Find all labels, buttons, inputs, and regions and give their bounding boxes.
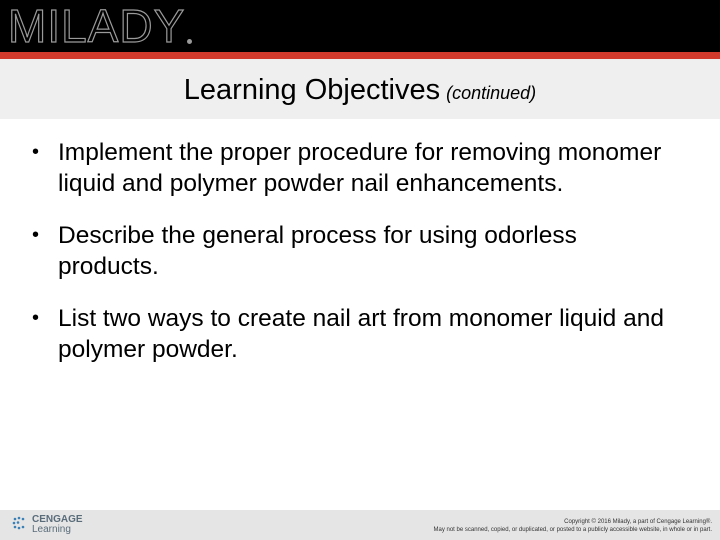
bullet-icon: •	[32, 224, 40, 246]
accent-divider	[0, 52, 720, 59]
slide-title	[0, 74, 720, 107]
list-item	[32, 137, 672, 199]
list-item-text: List two ways to create nail art from monomer liquid and polymer powder.	[58, 305, 664, 363]
cengage-line1: CENGAGE	[32, 514, 83, 525]
copyright-notice	[434, 518, 713, 534]
cengage-mark-icon	[12, 515, 28, 531]
copyright-line2: May not be scanned, copied, or duplicated, or posted to a publicly accessible website, in whole or in part.	[433, 527, 712, 533]
milady-logo: MILADY	[8, 0, 186, 52]
objectives-list	[32, 137, 672, 386]
list-item-text: Implement the proper procedure for removing monomer liquid and polymer powder nail enhancements.	[58, 139, 662, 197]
copyright-line1: Copyright © 2016 Milady, a part of Cengage Learning®.	[564, 519, 712, 525]
bullet-icon: •	[32, 307, 40, 329]
list-item	[32, 303, 672, 365]
cengage-wordmark	[32, 515, 83, 535]
bullet-icon: •	[32, 141, 40, 163]
cengage-line2: Learning	[32, 524, 71, 535]
header-bar	[0, 0, 720, 52]
slide-title-main: Learning Objectives	[183, 74, 441, 106]
list-item-text: Describe the general process for using odorless products.	[58, 222, 577, 280]
logo-dot	[187, 39, 192, 44]
slide-title-sub: (continued)	[446, 83, 537, 103]
list-item	[32, 220, 672, 282]
